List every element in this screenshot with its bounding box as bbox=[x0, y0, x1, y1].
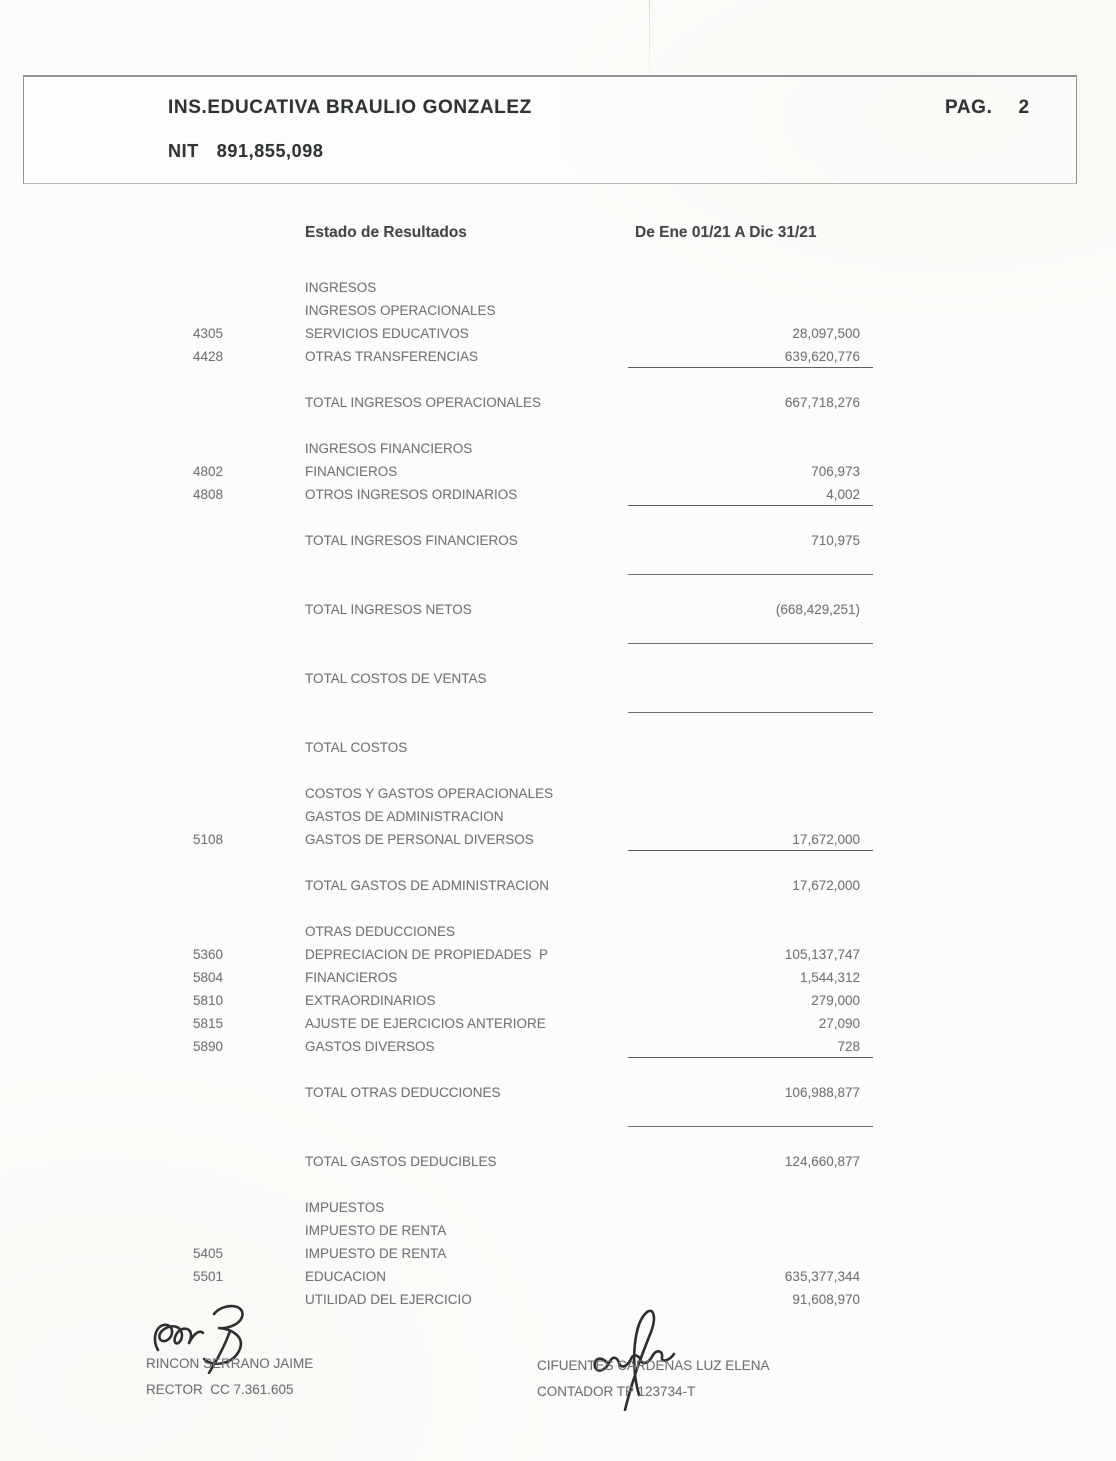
nit-value: 891,855,098 bbox=[216, 141, 324, 161]
account-label: TOTAL INGRESOS OPERACIONALES bbox=[305, 395, 542, 410]
total-rule-line bbox=[628, 621, 873, 644]
account-code bbox=[193, 667, 273, 690]
statement-row bbox=[0, 1081, 1116, 1104]
account-code bbox=[193, 920, 273, 943]
account-label: DEPRECIACION DE PROPIEDADES P bbox=[305, 947, 549, 962]
statement-row bbox=[0, 345, 1116, 368]
rule-spacer bbox=[305, 621, 628, 644]
account-value: 4,002 bbox=[628, 483, 873, 506]
statement-blank-row bbox=[0, 713, 1116, 736]
account-value bbox=[628, 667, 873, 690]
statement-rule-row bbox=[0, 690, 1116, 713]
account-label: TOTAL COSTOS DE VENTAS bbox=[305, 671, 487, 686]
account-code: 5501 bbox=[193, 1269, 224, 1284]
account-code: 5108 bbox=[193, 832, 224, 847]
account-value bbox=[628, 299, 873, 322]
statement-body bbox=[0, 276, 1116, 1311]
statement-row bbox=[0, 1012, 1116, 1035]
statement-row bbox=[0, 391, 1116, 414]
account-value: 635,377,344 bbox=[784, 1269, 860, 1284]
account-label: GASTOS DE ADMINISTRACION bbox=[305, 809, 504, 824]
account-code bbox=[193, 598, 273, 621]
rule-spacer bbox=[305, 690, 628, 713]
account-label: GASTOS DIVERSOS bbox=[305, 1039, 435, 1054]
account-value: 106,988,877 bbox=[784, 1085, 860, 1100]
rule-spacer bbox=[305, 552, 628, 575]
account-code: 5815 bbox=[193, 1016, 224, 1031]
rule-spacer bbox=[193, 552, 273, 575]
account-value: 710,975 bbox=[811, 533, 860, 548]
signature-block-contador bbox=[537, 1305, 817, 1420]
account-label: IMPUESTOS bbox=[305, 1200, 385, 1215]
account-value: 27,090 bbox=[818, 1016, 860, 1031]
account-code: 4305 bbox=[193, 326, 224, 341]
account-code bbox=[193, 276, 273, 299]
statement-row bbox=[0, 920, 1116, 943]
rector-title: RECTOR CC 7.361.605 bbox=[146, 1382, 294, 1397]
account-code bbox=[193, 299, 273, 322]
rule-spacer bbox=[193, 621, 273, 644]
account-label: TOTAL INGRESOS NETOS bbox=[305, 602, 472, 617]
account-code bbox=[193, 1081, 273, 1104]
statement-row bbox=[0, 460, 1116, 483]
statement-row bbox=[0, 1150, 1116, 1173]
account-label: INGRESOS OPERACIONALES bbox=[305, 303, 496, 318]
account-value: 667,718,276 bbox=[784, 395, 860, 410]
account-code bbox=[193, 782, 273, 805]
account-value: 639,620,776 bbox=[628, 345, 873, 368]
statement-row bbox=[0, 1265, 1116, 1288]
account-code bbox=[193, 437, 273, 460]
statement-blank-row bbox=[0, 1127, 1116, 1150]
account-label: IMPUESTO DE RENTA bbox=[305, 1223, 447, 1238]
account-label: AJUSTE DE EJERCICIOS ANTERIORE bbox=[305, 1016, 546, 1031]
account-value bbox=[628, 805, 873, 828]
account-code: 4802 bbox=[193, 464, 224, 479]
account-label: TOTAL GASTOS DEDUCIBLES bbox=[305, 1154, 497, 1169]
account-label: IMPUESTO DE RENTA bbox=[305, 1246, 447, 1261]
account-code bbox=[193, 805, 273, 828]
account-code: 4428 bbox=[193, 349, 224, 364]
total-rule-line bbox=[628, 1104, 873, 1127]
account-code: 5360 bbox=[193, 947, 224, 962]
statement-row bbox=[0, 805, 1116, 828]
account-code bbox=[193, 1196, 273, 1219]
account-label: INGRESOS bbox=[305, 280, 377, 295]
statement-blank-row bbox=[0, 1173, 1116, 1196]
statement-row bbox=[0, 276, 1116, 299]
account-label: OTROS INGRESOS ORDINARIOS bbox=[305, 487, 518, 502]
account-value: 706,973 bbox=[811, 464, 860, 479]
account-value: (668,429,251) bbox=[775, 602, 860, 617]
statement-row bbox=[0, 966, 1116, 989]
account-value: 1,544,312 bbox=[799, 970, 860, 985]
report-title: Estado de Resultados bbox=[305, 224, 467, 241]
contador-name: CIFUENTES CARDENAS LUZ ELENA bbox=[537, 1358, 770, 1373]
statement-rule-row bbox=[0, 1104, 1116, 1127]
account-value bbox=[628, 1196, 873, 1219]
signature-block-rector bbox=[146, 1300, 406, 1410]
account-code: 5804 bbox=[193, 970, 224, 985]
account-label: SERVICIOS EDUCATIVOS bbox=[305, 326, 469, 341]
header-box bbox=[23, 75, 1077, 184]
nit-line bbox=[168, 141, 324, 162]
statement-row bbox=[0, 1219, 1116, 1242]
statement-blank-row bbox=[0, 506, 1116, 529]
statement-blank-row bbox=[0, 851, 1116, 874]
account-label: TOTAL OTRAS DEDUCCIONES bbox=[305, 1085, 501, 1100]
statement-blank-row bbox=[0, 414, 1116, 437]
account-label: FINANCIEROS bbox=[305, 970, 398, 985]
account-code: 5405 bbox=[193, 1246, 224, 1261]
statement-row bbox=[0, 943, 1116, 966]
account-label: COSTOS Y GASTOS OPERACIONALES bbox=[305, 786, 554, 801]
account-code bbox=[193, 391, 273, 414]
account-value bbox=[628, 437, 873, 460]
rule-spacer bbox=[305, 1104, 628, 1127]
account-label: GASTOS DE PERSONAL DIVERSOS bbox=[305, 832, 534, 847]
statement-blank-row bbox=[0, 759, 1116, 782]
account-value bbox=[628, 1219, 873, 1242]
account-label: TOTAL GASTOS DE ADMINISTRACION bbox=[305, 878, 550, 893]
account-value bbox=[628, 276, 873, 299]
account-code bbox=[193, 874, 273, 897]
report-period: De Ene 01/21 A Dic 31/21 bbox=[635, 224, 817, 241]
rule-spacer bbox=[193, 690, 273, 713]
account-value: 728 bbox=[628, 1035, 873, 1058]
statement-row bbox=[0, 437, 1116, 460]
account-label: UTILIDAD DEL EJERCICIO bbox=[305, 1292, 472, 1307]
account-value: 279,000 bbox=[811, 993, 860, 1008]
contador-title: CONTADOR TP 123734-T bbox=[537, 1384, 696, 1399]
statement-row bbox=[0, 299, 1116, 322]
statement-blank-row bbox=[0, 644, 1116, 667]
page-indicator bbox=[945, 97, 1030, 119]
page-label: PAG. bbox=[945, 97, 993, 118]
statement-blank-row bbox=[0, 575, 1116, 598]
statement-row bbox=[0, 1242, 1116, 1265]
account-value: 91,608,970 bbox=[792, 1292, 860, 1307]
account-value bbox=[628, 782, 873, 805]
report-title-line bbox=[0, 224, 1116, 248]
account-label: FINANCIEROS bbox=[305, 464, 398, 479]
account-label: EXTRAORDINARIOS bbox=[305, 993, 436, 1008]
account-code bbox=[193, 529, 273, 552]
account-value: 17,672,000 bbox=[628, 828, 873, 851]
statement-blank-row bbox=[0, 897, 1116, 920]
account-code bbox=[193, 1150, 273, 1173]
account-code: 4808 bbox=[193, 487, 224, 502]
nit-label: NIT bbox=[168, 141, 199, 161]
statement-row bbox=[0, 322, 1116, 345]
statement-rule-row bbox=[0, 552, 1116, 575]
statement-row bbox=[0, 828, 1116, 851]
statement-row bbox=[0, 598, 1116, 621]
account-value: 105,137,747 bbox=[784, 947, 860, 962]
statement-blank-row bbox=[0, 368, 1116, 391]
statement-row bbox=[0, 989, 1116, 1012]
statement-row bbox=[0, 1196, 1116, 1219]
account-value bbox=[628, 736, 873, 759]
account-label: TOTAL COSTOS bbox=[305, 740, 408, 755]
account-value: 124,660,877 bbox=[784, 1154, 860, 1169]
account-value: 17,672,000 bbox=[792, 878, 860, 893]
account-label: TOTAL INGRESOS FINANCIEROS bbox=[305, 533, 518, 548]
statement-row bbox=[0, 483, 1116, 506]
account-value bbox=[628, 920, 873, 943]
statement-row bbox=[0, 1035, 1116, 1058]
account-value bbox=[628, 1242, 873, 1265]
statement-row bbox=[0, 529, 1116, 552]
account-code bbox=[193, 736, 273, 759]
statement-blank-row bbox=[0, 1058, 1116, 1081]
statement-row bbox=[0, 736, 1116, 759]
total-rule-line bbox=[628, 552, 873, 575]
account-value: 28,097,500 bbox=[792, 326, 860, 341]
total-rule-line bbox=[628, 690, 873, 713]
account-label: INGRESOS FINANCIEROS bbox=[305, 441, 473, 456]
institution-name: INS.EDUCATIVA BRAULIO GONZALEZ bbox=[168, 97, 532, 118]
account-label: OTRAS DEDUCCIONES bbox=[305, 924, 456, 939]
statement-row bbox=[0, 874, 1116, 897]
rector-name: RINCON SERRANO JAIME bbox=[146, 1356, 314, 1371]
account-label: OTRAS TRANSFERENCIAS bbox=[305, 349, 479, 364]
rule-spacer bbox=[193, 1104, 273, 1127]
statement-row bbox=[0, 782, 1116, 805]
statement-rule-row bbox=[0, 621, 1116, 644]
account-code bbox=[193, 1219, 273, 1242]
account-code: 5810 bbox=[193, 993, 224, 1008]
account-label: EDUCACION bbox=[305, 1269, 387, 1284]
page-number: 2 bbox=[1018, 97, 1030, 118]
statement-row bbox=[0, 667, 1116, 690]
account-code: 5890 bbox=[193, 1039, 224, 1054]
